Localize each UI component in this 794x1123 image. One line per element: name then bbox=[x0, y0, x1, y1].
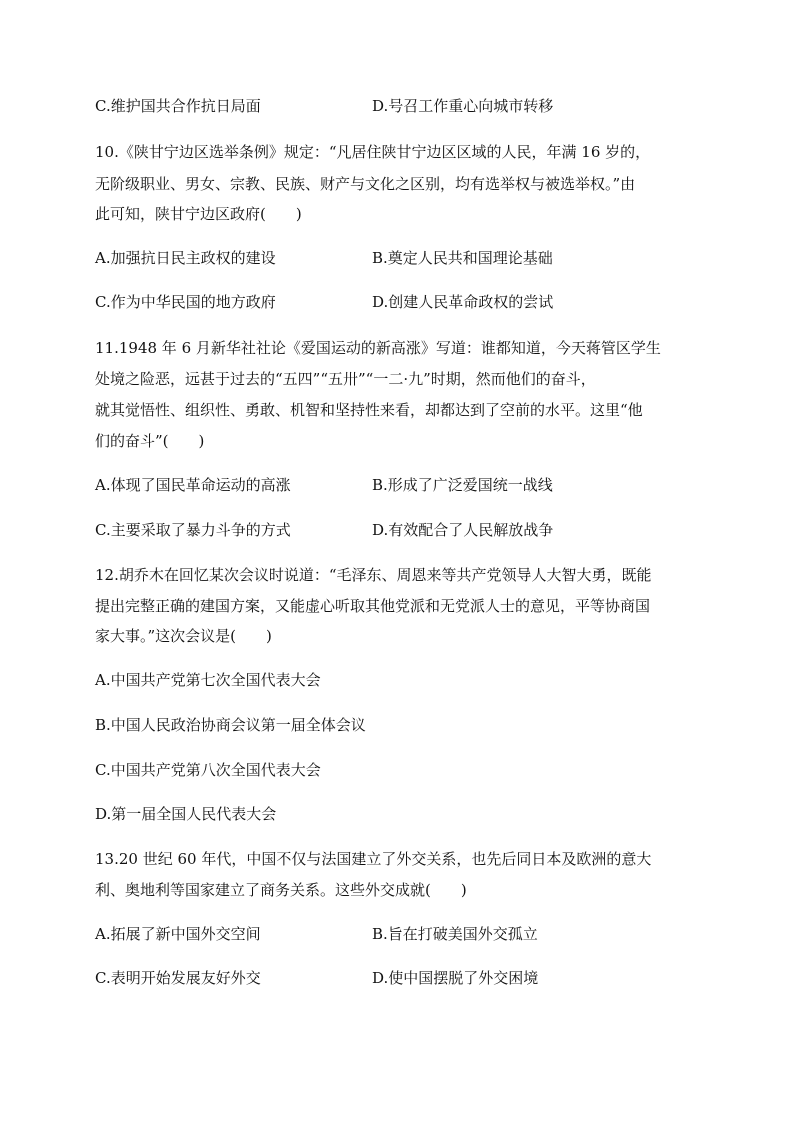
q13-option-b: B.旨在打破美国外交孤立 bbox=[372, 925, 538, 943]
q10-option-a: A.加强抗日民主政权的建设 bbox=[95, 249, 276, 267]
q13-stem-line-2: 利、奥地利等国家建立了商务关系。这些外交成就( ) bbox=[95, 881, 467, 899]
q11-stem-line-1: 11.1948 年 6 月新华社社论《爱国运动的新高涨》写道：谁都知道，今天蒋管区学生 bbox=[95, 339, 661, 357]
q10-stem-line-3: 此可知，陕甘宁边区政府( ) bbox=[95, 205, 302, 223]
q9-option-c: C.维护国共合作抗日局面 bbox=[95, 97, 261, 115]
q11-stem-line-4: 们的奋斗”( ) bbox=[95, 432, 205, 450]
q12-option-c: C.中国共产党第八次全国代表大会 bbox=[95, 761, 321, 779]
q12-option-b: B.中国人民政治协商会议第一届全体会议 bbox=[95, 716, 366, 734]
q13-option-c: C.表明开始发展友好外交 bbox=[95, 969, 261, 987]
q12-stem-line-2: 提出完整正确的建国方案，又能虚心听取其他党派和无党派人士的意见，平等协商国 bbox=[95, 597, 651, 615]
q10-stem-line-1: 10.《陕甘宁边区选举条例》规定：“凡居住陕甘宁边区区域的人民，年满 16 岁的， bbox=[95, 143, 651, 161]
q10-option-b: B.奠定人民共和国理论基础 bbox=[372, 249, 553, 267]
q11-option-b: B.形成了广泛爱国统一战线 bbox=[372, 476, 553, 494]
q11-stem-line-2: 处境之险恶，远甚于过去的“五四”“五卅”“一二·九”时期，然而他们的奋斗， bbox=[95, 370, 596, 388]
q12-stem-line-1: 12.胡乔木在回忆某次会议时说道：“毛泽东、周恩来等共产党领导人大智大勇，既能 bbox=[95, 566, 652, 584]
q11-option-c: C.主要采取了暴力斗争的方式 bbox=[95, 521, 291, 539]
q12-option-a: A.中国共产党第七次全国代表大会 bbox=[95, 671, 321, 689]
q9-option-d: D.号召工作重心向城市转移 bbox=[372, 97, 554, 115]
q11-option-d: D.有效配合了人民解放战争 bbox=[372, 521, 554, 539]
q12-option-d: D.第一届全国人民代表大会 bbox=[95, 805, 277, 823]
q13-option-d: D.使中国摆脱了外交困境 bbox=[372, 969, 539, 987]
q11-stem-line-3: 就其觉悟性、组织性、勇敢、机智和坚持性来看，却都达到了空前的水平。这里“他 bbox=[95, 401, 643, 419]
q10-option-c: C.作为中华民国的地方政府 bbox=[95, 293, 276, 311]
q10-stem-line-2: 无阶级职业、男女、宗教、民族、财产与文化之区别，均有选举权与被选举权。”由 bbox=[95, 175, 636, 193]
q12-stem-line-3: 家大事。”这次会议是( ) bbox=[95, 627, 272, 645]
q13-stem-line-1: 13.20 世纪 60 年代，中国不仅与法国建立了外交关系，也先后同日本及欧洲的意大 bbox=[95, 850, 652, 868]
q11-option-a: A.体现了国民革命运动的高涨 bbox=[95, 476, 291, 494]
q13-option-a: A.拓展了新中国外交空间 bbox=[95, 925, 261, 943]
q10-option-d: D.创建人民革命政权的尝试 bbox=[372, 293, 554, 311]
